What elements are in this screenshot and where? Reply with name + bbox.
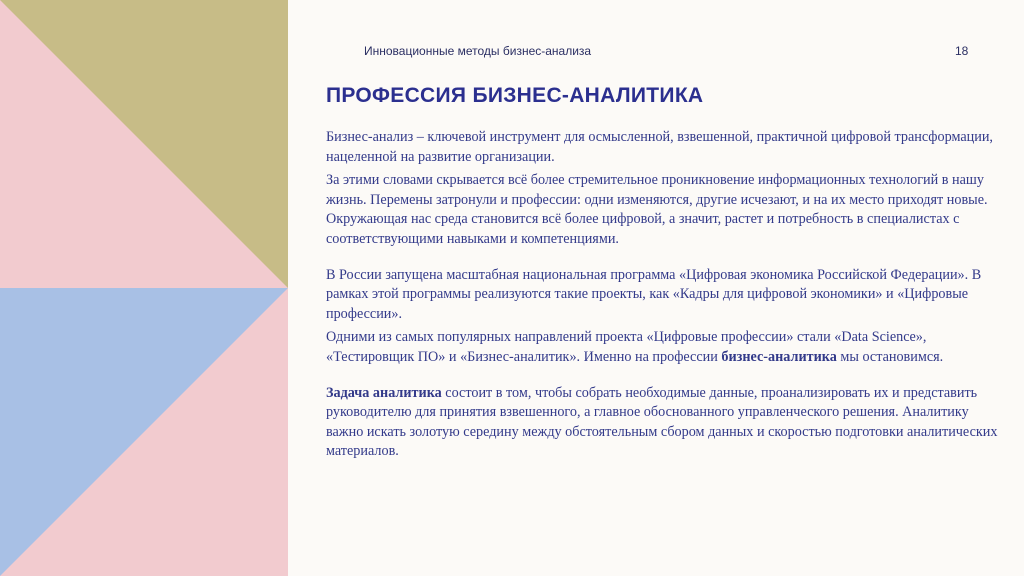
paragraph-digital-change: За этими словами скрывается всё более стремительное проникновение информационных технологий в нашу жизнь. Перемены затронули и профессии: одни изменяются, другие исчезают, и на их место приходят новые. Окружающая нас среда становится всё более цифровой, а значит, растет и потребность в специалистах с соответствующими навыками и компетенциями. [326,172,988,247]
slide-title: ПРОФЕССИЯ БИЗНЕС-АНАЛИТИКА [326,84,704,107]
emphasis-business-analyst: бизнес-аналитика [721,348,837,365]
paragraph-text: Одними из самых популярных направлений проекта «Цифровые профессии» стали «Data Science», «Тестировщик ПО» и «Бизнес-аналитик». Именно на профессии [326,329,927,365]
paragraph-national-program: В России запущена масштабная национальная программа «Цифровая экономика Российской Федерации». В рамках этой программы реализуются такие проекты, как «Кадры для цифровой экономики» и «Цифровые профессии». [326,266,982,322]
decorative-triangles [0,0,288,576]
presentation-header: Инновационные методы бизнес-анализа [364,44,592,58]
emphasis-analyst-task: Задача аналитика [326,384,442,401]
paragraph-analyst-task [326,384,998,462]
paragraph-popular-directions [326,328,998,367]
paragraph-intro: Бизнес-анализ – ключевой инструмент для осмысленной, взвешенной, практичной цифровой трансформации, нацеленной на развитие организации. [326,129,993,165]
paragraph-text: состоит в том, чтобы собрать необходимые данные, проанализировать их и представить руководителю для принятия взвешенного, а главное обоснованного управленческого решения. Аналитику важно искать золотую середину между обстоятельным сбором данных и скоростью подготовки аналитических материалов. [326,384,998,460]
page-number: 18 [955,44,969,58]
paragraph-text: мы остановимся. [836,348,944,365]
slide-body [326,128,998,462]
